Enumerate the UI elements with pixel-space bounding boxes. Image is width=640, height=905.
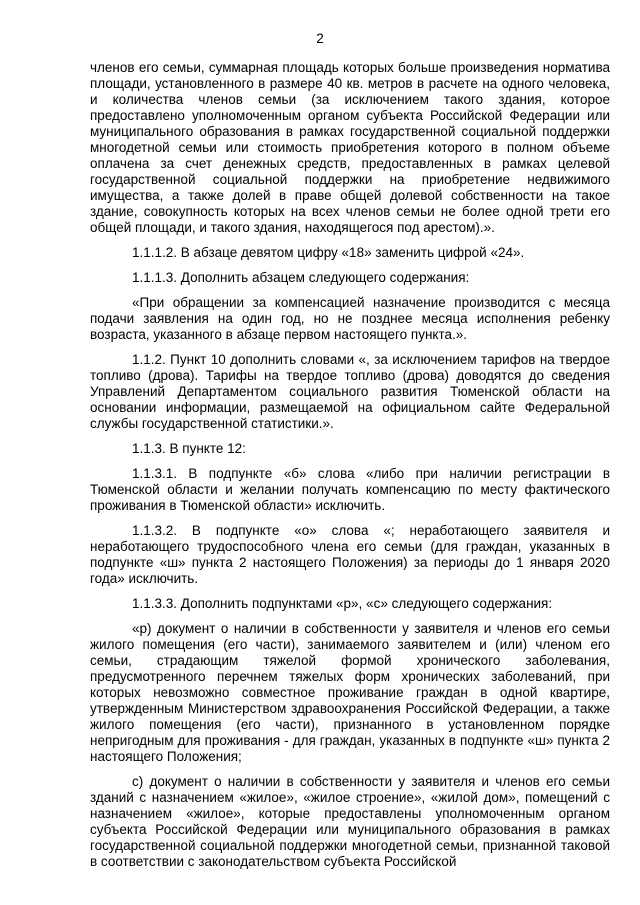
paragraph-1-1-3-3: 1.1.3.3. Дополнить подпунктами «р», «с» следующего содержания: xyxy=(132,596,553,611)
paragraph-subpoint-s: с) документ о наличии в собственности у заявителя и членов его семьи зданий с назначением «жилое», «жилое строение», «жилой дом», помещений с назначением «жилое», которые предоставлены уполномоченным органом субъекта Российской Федерации или муниципального образования в рамках государственной социальной поддержки многодетной семьи, признанной таковой в соответствии с законодательством субъекта Российской xyxy=(90,774,610,869)
paragraph-1-1-1-3: 1.1.1.3. Дополнить абзацем следующего содержания: xyxy=(132,270,470,285)
paragraph-1-1-2: 1.1.2. Пункт 10 дополнить словами «, за исключением тарифов на твердое топливо (дрова). Тарифы на твердое топливо (дрова) доводятся до сведения Управлений Департаментом социального развития Тюменской области на основании информации, размещаемой на официальном сайте Федеральной службы государственной статистики.». xyxy=(90,352,610,431)
paragraph-quoted-compensation: «При обращении за компенсацией назначение производится с месяца подачи заявления на один год, но не позднее месяца исполнения ребенку возраста, указанного в абзаце первом настоящего пункта.». xyxy=(90,295,610,342)
paragraph-1-1-3-1: 1.1.3.1. В подпункте «б» слова «либо при наличии регистрации в Тюменской области и желании получать компенсацию по месту фактического проживания в Тюменской области» исключить. xyxy=(90,466,610,513)
document-body xyxy=(90,60,610,870)
paragraph-1-1-3: 1.1.3. В пункте 12: xyxy=(132,441,246,456)
paragraph-subpoint-r: «р) документ о наличии в собственности у заявителя и членов его семьи жилого помещения (его части), занимаемого заявителем и (или) членом его семьи, страдающим тяжелой формой хронического заболевания, предусмотренного перечнем тяжелых форм хронических заболеваний, при которых невозможно совместное проживание граждан в одной квартире, утвержденным Министерством здравоохранения Российской Федерации, а также жилого помещения (его части), признанного в установленном порядке непригодным для проживания - для граждан, указанных в подпункте «ш» пункта 2 настоящего Положения; xyxy=(90,621,610,764)
paragraph-continuation: членов его семьи, суммарная площадь которых больше произведения норматива площади, установленного в размере 40 кв. метров в расчете на одного человека, и количества членов семьи (за исключением такого здания, которое предоставлено уполномоченным органом субъекта Российской Федерации или муниципального образования в рамках государственной социальной поддержки многодетной семьи или стоимость приобретения которого в полном объеме оплачена за счет денежных средств, предоставленных в рамках целевой государственной социальной поддержки на приобретение недвижимого имущества, а также долей в праве общей долевой собственности на такое здание, совокупность которых на всех членов семьи не более одной трети его общей площади, и такого здания, находящегося под арестом).». xyxy=(90,60,610,235)
paragraph-1-1-1-2: 1.1.1.2. В абзаце девятом цифру «18» заменить цифрой «24». xyxy=(132,245,525,260)
paragraph-1-1-3-2: 1.1.3.2. В подпункте «о» слова «; неработающего заявителя и неработающего трудоспособного члена его семьи (для граждан, указанных в подпункте «ш» пункта 2 настоящего Положения) за периоды до 1 января 2020 года» исключить. xyxy=(90,523,610,586)
page-number: 2 xyxy=(316,31,324,46)
